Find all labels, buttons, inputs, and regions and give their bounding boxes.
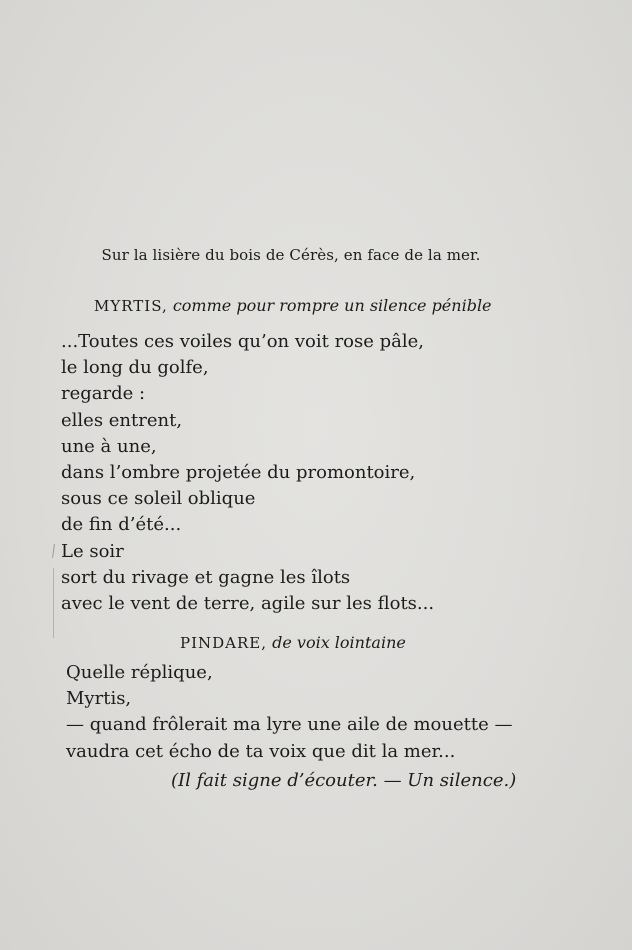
verse-line: Quelle réplique, bbox=[66, 662, 213, 683]
verse-line: regarde : bbox=[61, 383, 146, 405]
margin-pencil-mark bbox=[52, 544, 55, 558]
verse-line: dans l’ombre projetée du promontoire, bbox=[61, 461, 416, 483]
verse-line: sort du rivage et gagne les îlots bbox=[61, 566, 351, 588]
verse-line: — quand frôlerait ma lyre une aile de mouette — bbox=[66, 714, 513, 736]
speaker-name: PINDARE, bbox=[180, 634, 268, 652]
verse-line: de fin d’été... bbox=[61, 514, 182, 536]
verse-block-myrtis bbox=[61, 329, 434, 617]
speaker-direction: de voix lointaine bbox=[272, 633, 406, 652]
speaker-heading-myrtis bbox=[94, 296, 492, 315]
speaker-heading-pindare bbox=[180, 633, 406, 652]
margin-pencil-line bbox=[53, 568, 54, 638]
stage-direction: Sur la lisière du bois de Cérès, en face de la mer. bbox=[101, 246, 481, 264]
speaker-name: MYRTIS, bbox=[94, 297, 168, 315]
verse-line: sous ce soleil oblique bbox=[61, 488, 256, 510]
verse-block-pindare bbox=[66, 660, 512, 765]
verse-line: vaudra cet écho de ta voix que dit la mer... bbox=[66, 740, 456, 762]
verse-line: Myrtis, bbox=[66, 688, 132, 710]
verse-line: Le soir bbox=[61, 540, 124, 562]
speaker-direction: comme pour rompre un silence pénible bbox=[172, 296, 492, 315]
verse-line: avec le vent de terre, agile sur les flots... bbox=[61, 592, 435, 614]
verse-line: le long du golfe, bbox=[61, 357, 209, 379]
verse-line: ...Toutes ces voiles qu’on voit rose pâle, bbox=[61, 331, 425, 352]
verse-line: une à une, bbox=[61, 435, 157, 457]
verse-line: elles entrent, bbox=[61, 409, 183, 431]
closing-stage-direction: (Il fait signe d’écouter. — Un silence.) bbox=[171, 770, 517, 791]
